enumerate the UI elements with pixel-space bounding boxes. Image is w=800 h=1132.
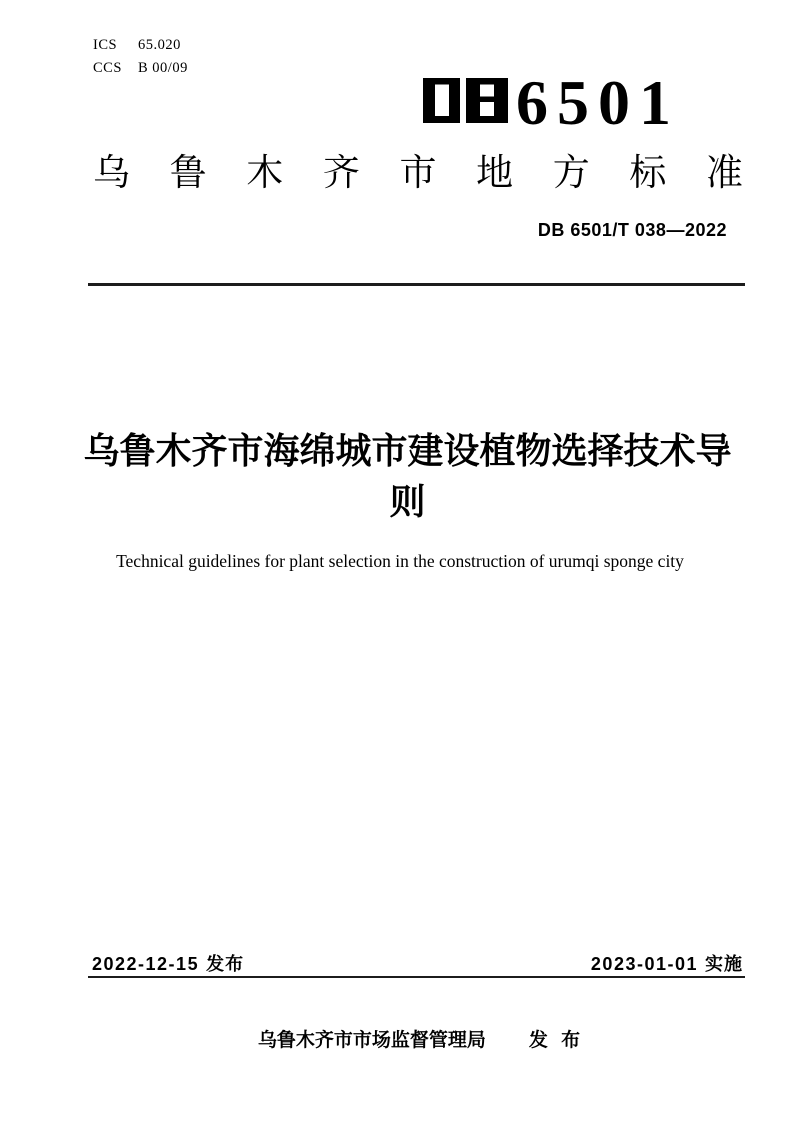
- issue-date-group: [92, 953, 244, 976]
- db-logo-number: 6501: [516, 67, 680, 138]
- ccs-code-row: [93, 57, 188, 80]
- db-standard-logo: [423, 67, 680, 138]
- classification-codes: [93, 34, 188, 80]
- publish-action-label: 发 布: [528, 1030, 581, 1051]
- document-title: [55, 425, 760, 527]
- ics-code-row: [93, 34, 188, 57]
- standard-type-char: 木: [246, 152, 284, 193]
- standard-type-heading: [93, 151, 743, 195]
- standard-type-char: 准: [706, 152, 743, 193]
- standard-type-char: 齐: [322, 152, 360, 193]
- publisher-row: [93, 1029, 745, 1053]
- standard-type-char: 乌: [93, 152, 130, 193]
- ccs-label: CCS: [93, 60, 122, 76]
- publisher-name: 乌鲁木齐市市场监督管理局: [257, 1030, 486, 1051]
- header-divider-rule: [88, 283, 745, 286]
- standard-type-char: 市: [399, 152, 437, 193]
- document-title-line2: 则: [389, 481, 426, 522]
- implement-date-group: [591, 953, 743, 976]
- ics-label: ICS: [93, 37, 118, 53]
- issue-label: 发布: [206, 954, 245, 974]
- ics-code-value: 65.020: [138, 37, 181, 53]
- db-logo-mark-icon: [423, 78, 509, 123]
- ccs-code-value: B 00/09: [138, 60, 188, 76]
- document-title-line1: 乌鲁木齐市海绵城市建设植物选择技术导: [83, 430, 732, 471]
- standard-type-char: 鲁: [169, 152, 207, 193]
- standard-number: DB 6501/T 038—2022: [537, 220, 727, 240]
- implement-date: 2023-01-01: [590, 954, 698, 974]
- issue-date: 2022-12-15: [92, 954, 200, 974]
- standard-type-char: 地: [476, 152, 514, 193]
- document-title-english: Technical guidelines for plant selection in the construction of urumqi sponge city: [116, 551, 684, 571]
- standard-type-char: 标: [629, 152, 667, 193]
- footer-divider-rule: [88, 976, 745, 978]
- dates-row: [92, 953, 743, 976]
- implement-label: 实施: [705, 954, 743, 974]
- standard-type-char: 方: [552, 152, 590, 193]
